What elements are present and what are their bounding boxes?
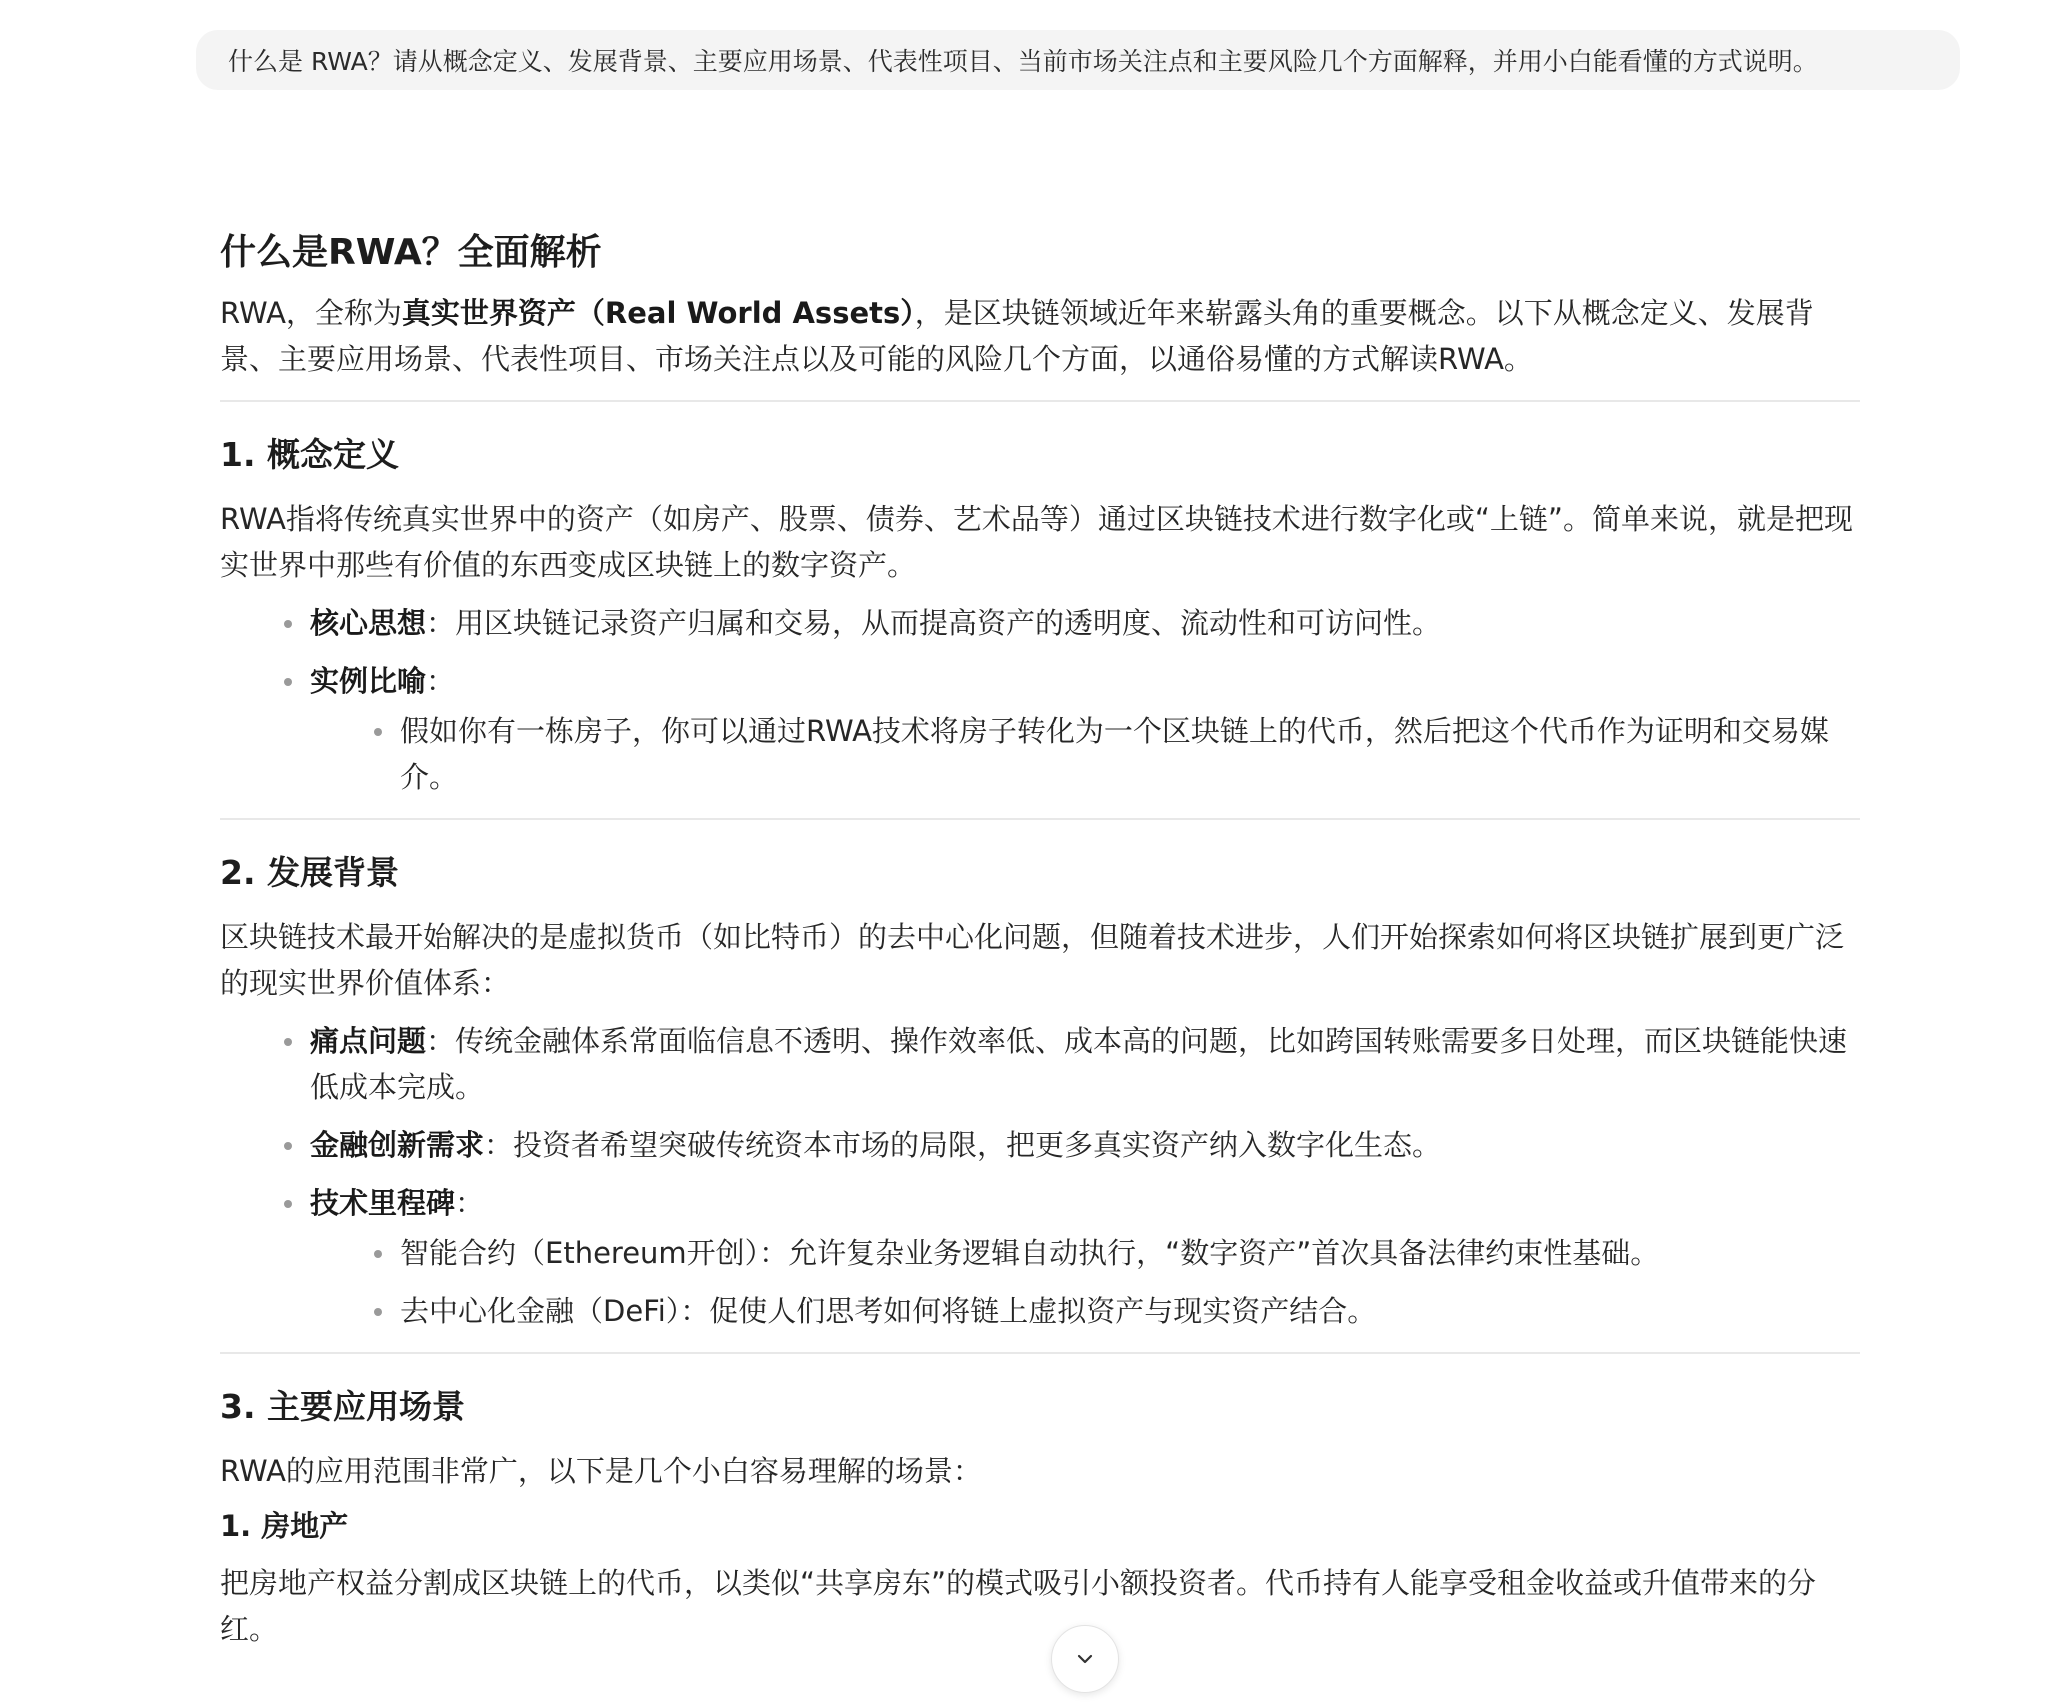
bullet-text: ：	[455, 1186, 485, 1220]
list-item: 假如你有一栋房子，你可以通过RWA技术将房子转化为一个区块链上的代币，然后把这个代币作为证明和交易媒介。	[400, 708, 1860, 800]
bullet-text: ：用区块链记录资产归属和交易，从而提高资产的透明度、流动性和可访问性。	[426, 606, 1442, 640]
list-item	[310, 1018, 1860, 1110]
bullet-list-concept	[220, 600, 1860, 800]
intro-bold: 真实世界资产（Real World Assets）	[401, 296, 915, 330]
bullet-label: 痛点问题	[310, 1024, 427, 1058]
section-paragraph-concept: RWA指将传统真实世界中的资产（如房产、股票、债券、艺术品等）通过区块链技术进行数字化或“上链”。简单来说，就是把现实世界中那些有价值的东西变成区块链上的数字资产。	[220, 502, 1853, 582]
list-item: 智能合约（Ethereum开创）：允许复杂业务逻辑自动执行，“数字资产”首次具备法律约束性基础。	[400, 1230, 1860, 1276]
section-heading-background: 2. 发展背景	[220, 853, 399, 892]
chevron-down-icon	[1074, 1648, 1096, 1670]
bullet-label: 金融创新需求	[310, 1128, 485, 1162]
user-prompt-bubble	[196, 30, 1960, 90]
scroll-to-bottom-button[interactable]	[1051, 1625, 1119, 1693]
list-item	[310, 600, 1860, 646]
list-item	[310, 658, 1860, 800]
intro-pre: RWA，全称为	[220, 296, 402, 330]
list-item	[310, 1122, 1860, 1168]
sub-bullet-list	[310, 708, 1860, 800]
divider	[220, 1352, 1860, 1354]
bullet-text: ：投资者希望突破传统资本市场的局限，把更多真实资产纳入数字化生态。	[484, 1128, 1442, 1162]
bullet-label: 实例比喻	[310, 664, 427, 698]
bullet-text: ：	[426, 664, 456, 698]
response-title: 什么是RWA？全面解析	[220, 232, 602, 273]
intro-post: ，是区块链领域近年来崭露头角的重要概念。以下从概念定义、发展背景、主要应用场景、代表性项目、市场关注点以及可能的风险几个方面，以通俗易懂的方式解读RWA。	[220, 296, 1814, 376]
section-heading-concept: 1. 概念定义	[220, 435, 399, 474]
divider	[220, 818, 1860, 820]
section-heading-applications: 3. 主要应用场景	[220, 1387, 465, 1426]
user-prompt-text: 什么是 RWA？请从概念定义、发展背景、主要应用场景、代表性项目、当前市场关注点和主要风险几个方面解释，并用小白能看懂的方式说明。	[228, 47, 1818, 76]
section-paragraph-applications: RWA的应用范围非常广，以下是几个小白容易理解的场景：	[220, 1454, 982, 1488]
bullet-list-background	[220, 1018, 1860, 1334]
assistant-response	[220, 222, 1860, 1652]
bullet-label: 核心思想	[310, 606, 427, 640]
list-item	[310, 1180, 1860, 1334]
sub-bullet-list	[310, 1230, 1860, 1334]
list-item: 去中心化金融（DeFi）：促使人们思考如何将链上虚拟资产与现实资产结合。	[400, 1288, 1860, 1334]
subsection-paragraph-real-estate: 把房地产权益分割成区块链上的代币，以类似“共享房东”的模式吸引小额投资者。代币持有人能享受租金收益或升值带来的分红。	[220, 1566, 1817, 1646]
divider	[220, 400, 1860, 402]
subsection-heading-real-estate: 1. 房地产	[220, 1509, 349, 1543]
section-paragraph-background: 区块链技术最开始解决的是虚拟货币（如比特币）的去中心化问题，但随着技术进步，人们开始探索如何将区块链扩展到更广泛的现实世界价值体系：	[220, 920, 1845, 1000]
intro-paragraph	[220, 290, 1860, 382]
bullet-text: ：传统金融体系常面临信息不透明、操作效率低、成本高的问题，比如跨国转账需要多日处理，而区块链能快速低成本完成。	[310, 1024, 1848, 1104]
bullet-label: 技术里程碑	[310, 1186, 456, 1220]
